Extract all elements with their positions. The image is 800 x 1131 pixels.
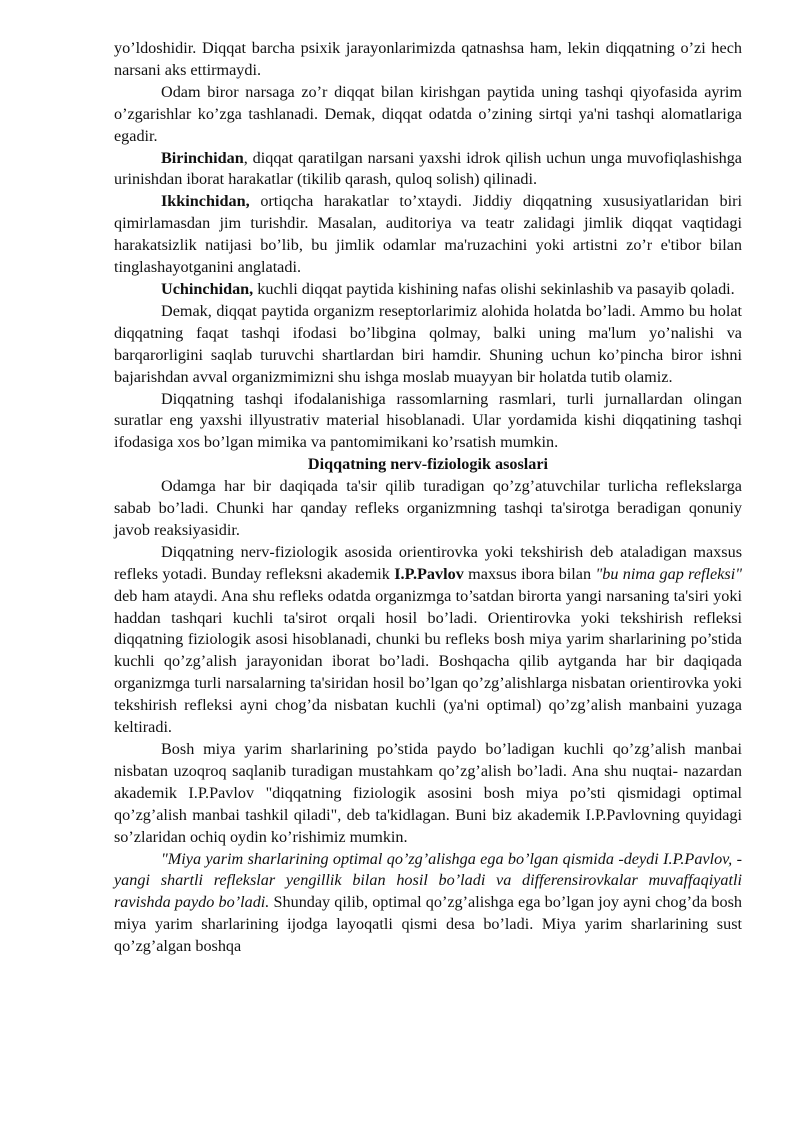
bold-text: Ikkinchidan,: [161, 192, 250, 211]
text-run: deb ham ataydi. Ana shu refleks odatda organizmga to’satdan birorta yangi narsaning ta'siri yoki haddan tashqari kuchli ta'sirot orqali hosil bo’ladi. Orientirovka yoki tekshirish refleksi diqqatning fiziologik asosi hisoblanadi, chunki bu refleks bosh miya yarim sharlarining po’stida kuchli qo’zg’alish jarayonidan iborat bo’ladi. Boshqacha qilib aytganda har bir daqiqada organizmga turli narsalarning ta'siridan hosil bo’lgan qo’zg’alishlarga nisbatan orientirovka yoki tekshirish refleksi ayni chog’da nisbatan kuchli (ya'ni optimal) qo’zg’alish manbaini yuzaga keltiradi.: [114, 586, 742, 737]
document-page: [114, 38, 742, 958]
paragraph: [114, 389, 742, 455]
bold-text: I.P.Pavlov: [394, 564, 464, 583]
italic-text: "Miya yarim sharlarining optimal qo’zg’alishga ega bo’lgan qismida -deydi I.P.Pavlov, - yangi shartli reflekslar yengillik bilan hosil bo’ladi va differensirovkalar muvaffaqiyatli ravishda paydo bo’ladi.: [114, 849, 742, 912]
bold-text: Diqqatning nerv-fiziologik asoslari: [307, 455, 549, 474]
paragraph: [114, 476, 742, 542]
text-run: ortiqcha harakatlar to’xtaydi. Jiddiy diqqatning xususiyatlaridan biri qimirlamasdan jim turishdir. Masalan, auditoriya va teatr zalidagi jimlik diqqat vaqtidagi harakatsizlik natijasi bo’lib, bu jimlik odamlar ma'ruzachini yoki artistni zo’r e'tibor bilan tinglashayotganini anglatadi.: [114, 192, 742, 277]
paragraph: [114, 542, 742, 739]
bold-text: Uchinchidan,: [161, 279, 254, 298]
text-run: yo’ldoshidir. Diqqat barcha psixik jarayonlarimizda qatnashsa ham, lekin diqqatning o’zi hech narsani aks ettirmaydi.: [114, 39, 742, 79]
bold-text: Birinchidan: [161, 148, 244, 167]
text-run: maxsus ibora bilan: [463, 564, 596, 583]
paragraph: [114, 279, 742, 301]
section-heading: [114, 454, 742, 476]
paragraph: [114, 849, 742, 959]
text-run: Odamga har bir daqiqada ta'sir qilib turadigan qo’zg’atuvchilar turlicha reflekslarga sabab bo’ladi. Chunki har qanday refleks organizmning tashqi ta'sirotga beradigan qonuniy javob reaksiyasidir.: [114, 477, 742, 539]
paragraph: [114, 82, 742, 148]
text-run: Odam biror narsaga zo’r diqqat bilan kirishgan paytida uning tashqi qiyofasida ayrim o’zgarishlar ko’zga tashlanadi. Demak, diqqat odatda o’zining sirtqi ya'ni tashqi alomatlariga egadir.: [114, 82, 742, 145]
paragraph: [114, 301, 742, 389]
text-run: Diqqatning nerv-fiziologik asosida orientirovka yoki tekshirish deb ataladigan maxsus refleks yotadi. Bunday refleksni akademik: [114, 542, 742, 583]
paragraph: [114, 739, 742, 849]
text-run: Bosh miya yarim sharlarining po’stida paydo bo’ladigan kuchli qo’zg’alish manbai nisbatan uzoqroq saqlanib turadigan mustahkam qo’zg’alish bo’ladi. Ana shu nuqtai- nazardan akademik I.P.Pavlov "diqqatning fiziologik asosini bosh miya po’sti qismidagi optimal qo’zg’alish manbai tashkil qiladi", deb ta'kidlagan. Buni biz akademik I.P.Pavlovning quyidagi so’zlaridan ochiq oydin ko’rishimiz mumkin.: [114, 740, 742, 846]
italic-text: "bu nima gap refleksi": [595, 564, 742, 583]
paragraph: [114, 148, 742, 192]
paragraph: [114, 38, 742, 82]
text-run: kuchli diqqat paytida kishining nafas olishi sekinlashib va pasayib qoladi.: [253, 279, 735, 298]
text-run: Diqqatning tashqi ifodalanishiga rassomlarning rasmlari, turli jurnallardan olingan suratlar eng yaxshi illyustrativ material hisoblanadi. Ular yordamida kishi diqqatining tashqi ifodasiga xos bo’lgan mimika va pantomimikani ko’rsatish mumkin.: [114, 389, 742, 452]
paragraph: [114, 191, 742, 279]
text-run: , diqqat qaratilgan narsani yaxshi idrok qilish uchun unga muvofiqlashishga urinishdan iborat harakatlar (tikilib qarash, quloq solish) qilinadi.: [114, 148, 742, 189]
text-run: Demak, diqqat paytida organizm reseptorlarimiz alohida holatda bo’ladi. Ammo bu holat diqqatning faqat tashqi ifodasi bo’libgina qolmay, balki uning ma'lum yo’nalishi va barqarorligini saqlab turuvchi shartlardan biri hamdir. Shuning uchun ko’pincha biror ishni bajarishdan avval organizmimizni shu ishga moslab muayyan bir holatda tutib olamiz.: [114, 301, 742, 386]
text-run: Shunday qilib, optimal qo’zg’alishga ega bo’lgan joy ayni chog’da bosh miya yarim sharlarining ijodga layoqatli qismi desa bo’ladi. Miya yarim sharlarining sust qo’zg’algan boshqa: [114, 893, 742, 956]
